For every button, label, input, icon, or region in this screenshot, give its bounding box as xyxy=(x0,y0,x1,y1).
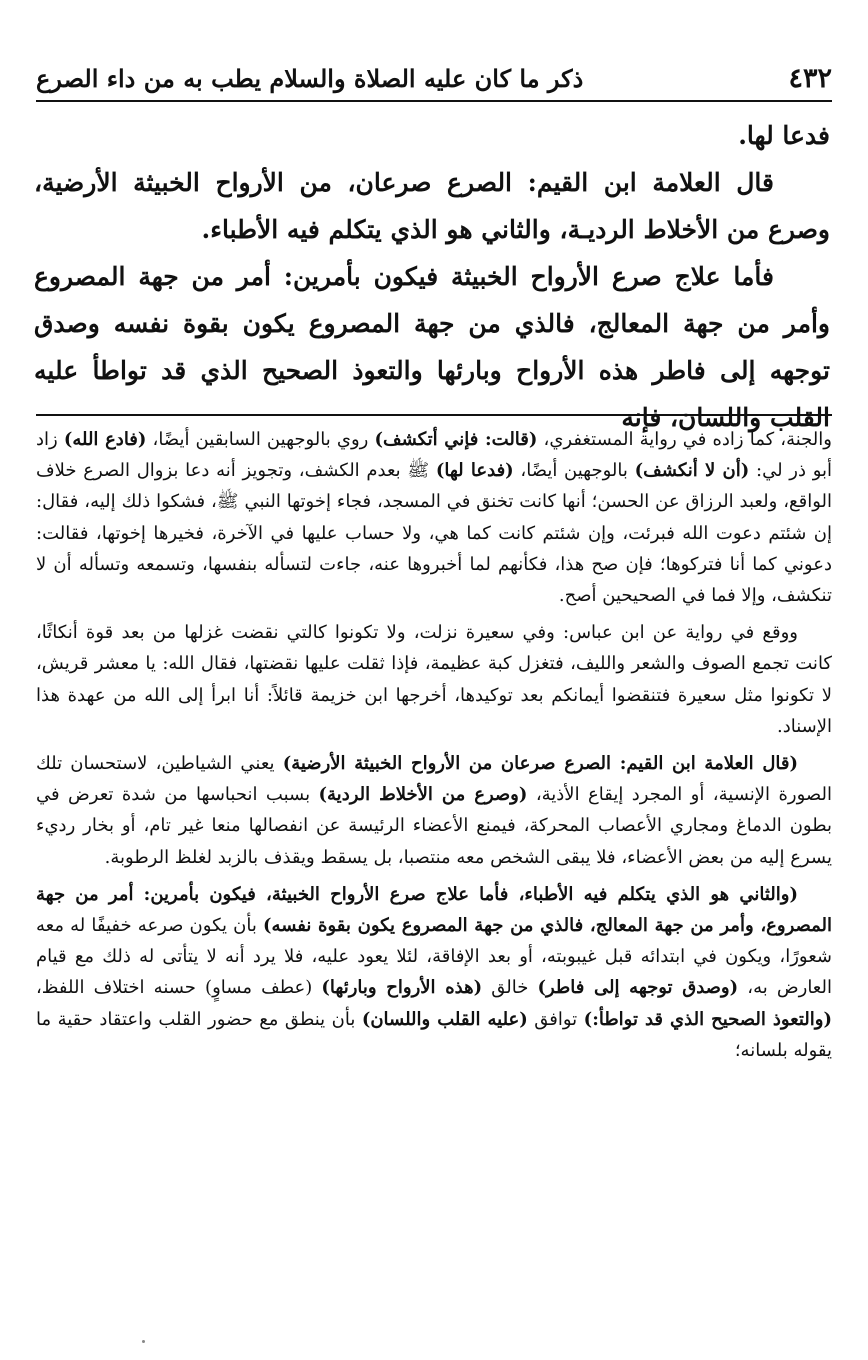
commentary-text: زاد أبو ذر لي: xyxy=(36,429,833,482)
scan-speck xyxy=(142,1340,145,1343)
commentary-paragraph-2: ووقع في رواية عن ابن عباس: وفي سعيرة نزلت، ولا تكونوا كالتي نقضت غزلها من بعد قوة أنكاثًا، كانت تجمع الصوف والشعر والليف، فتغزل كبة عظيمة، فإذا ثقلت عليها نقضتها، فقال الله: يا معشر قريش، لا تكونوا مثل سعيرة فتنقضوا أيمانكم بعد توكيدها، أخرجها ابن خزيمة قائلاً: أنا ابرأ إلى الله من عهدة هذا الإسناد. xyxy=(36,622,832,737)
commentary-paragraph-4 xyxy=(36,879,832,1066)
quoted-phrase: (وصدق توجهه إلى فاطر) xyxy=(537,977,739,999)
commentary-paragraph-1 xyxy=(36,424,832,611)
page-header xyxy=(36,56,832,102)
quoted-phrase: (أن لا أنكشف) xyxy=(634,460,750,482)
quoted-phrase: (قال العلامة ابن القيم: الصرع صرعان من الأرواح الخبيثة الأرضية) xyxy=(282,753,799,775)
commentary-text: خالق xyxy=(482,977,538,999)
main-paragraph-2: قال العلامة ابن القيم: الصرع صرعان، من الأرواح الخبيثة الأرضية، وصرع من الأخلاط الرديـة، والثاني هو الذي يتكلم فيه الأطباء. xyxy=(34,168,830,244)
commentary-text: يعني الشياطين، لاستحسان تلك الصورة الإنسية، أو المجرد إيقاع الأذية، xyxy=(36,753,832,806)
running-title: ذكر ما كان عليه الصلاة والسلام يطب به من داء الصرع xyxy=(36,63,584,93)
commentary-text: والجنة، كما زاده في رواية المستغفري، xyxy=(537,429,832,450)
commentary-text: ﷺ بعدم الكشف، وتجويز أنه دعا بزوال الصرع خلاف الواقع، ولعبد الرزاق عن الحسن؛ أنها كانت تخنق في المسجد، فجاء إخوتها النبي ﷺ، فشكوا ذلك إليه، فقال: إن شئتم دعوت الله فبرئت، وإن شئتم كانت كما هي، ولا حساب عليها في الآخرة، فخيرها إخوتها، فقالت: دعوني كما أنا فتركوها؛ فإن صح هذا، فكأنهم لما أخبروها عنه، جاءت لتسأله بنفسها، وتسمعه وتسأله أن لا تنكشف، وإلا فما في الصحيحين أصح. xyxy=(36,460,832,607)
commentary-text: (عطف مساوٍ) حسنه اختلاف اللفظ، xyxy=(36,977,322,999)
commentary-text: بأن يكون صرعه خفيفًا له معه شعورًا، ويكون في ابتدائه قبل غيبوبته، أو بعد الإفاقة، لئلا يعود عليه، فلا يرد أنه لا يتأتى له ذلك مع قيام العارض به، xyxy=(36,915,832,999)
commentary-text: روي بالوجهين السابقين أيضًا، xyxy=(146,429,375,450)
commentary-text: بأن ينطق مع حضور القلب واعتقاد حقية ما يقوله بلسانه؛ xyxy=(36,1008,832,1061)
quoted-phrase: (والثاني هو الذي يتكلم فيه الأطباء، فأما علاج صرع الأرواح الخبيثة، فيكون بأمرين: أمر من جهة المصروع، وأمر من جهة المعالج، فالذي من جهة المصروع يكون بقوة نفسه) xyxy=(36,883,833,937)
commentary-text: بسبب انحباسها من شدة تعرض في بطون الدماغ ومجاري الأعصاب المحركة، فيمنع الأعضاء الرئيسة عن انفصالها منعا غير تام، أو بخار رديء يسرع إليه من بعض الأعضاء، فلا يبقى الشخص معه منتصبا، بل يسقط ويقذف بالزبد لغلظ الرطوبة. xyxy=(36,784,832,868)
main-paragraph-1: فدعا لها. xyxy=(738,121,830,150)
commentary-section xyxy=(36,424,832,1066)
quoted-phrase: (قالت: فإني أتكشف) xyxy=(374,429,538,450)
main-text xyxy=(34,112,830,441)
quoted-phrase: (والتعوذ الصحيح الذي قد تواطأ:) xyxy=(583,1008,832,1030)
quoted-phrase: (فادع الله) xyxy=(63,429,147,450)
quoted-phrase: (عليه القلب واللسان) xyxy=(361,1008,528,1030)
commentary-paragraph-3 xyxy=(36,748,832,873)
footnote-separator xyxy=(36,414,832,416)
quoted-phrase: (وصرع من الأخلاط الردية) xyxy=(318,784,528,806)
quoted-phrase: (فدعا لها) xyxy=(435,460,514,482)
page-number: ٤٣٢ xyxy=(788,62,832,94)
commentary-text: بالوجهين أيضًا، xyxy=(513,460,635,482)
quoted-phrase: (هذه الأرواح وبارئها) xyxy=(321,977,483,999)
commentary-text: توافق xyxy=(527,1008,584,1030)
main-paragraph-3: فأما علاج صرع الأرواح الخبيثة فيكون بأمرين: أمر من جهة المصروع وأمر من جهة المعالج، فالذي من جهة المصروع يكون بقوة نفسه وصدق توجهه إلى فاطر هذه الأرواح وبارئها والتعوذ الصحيح الذي قد تواطأ عليه القلب واللسان، فإنه xyxy=(34,262,830,432)
